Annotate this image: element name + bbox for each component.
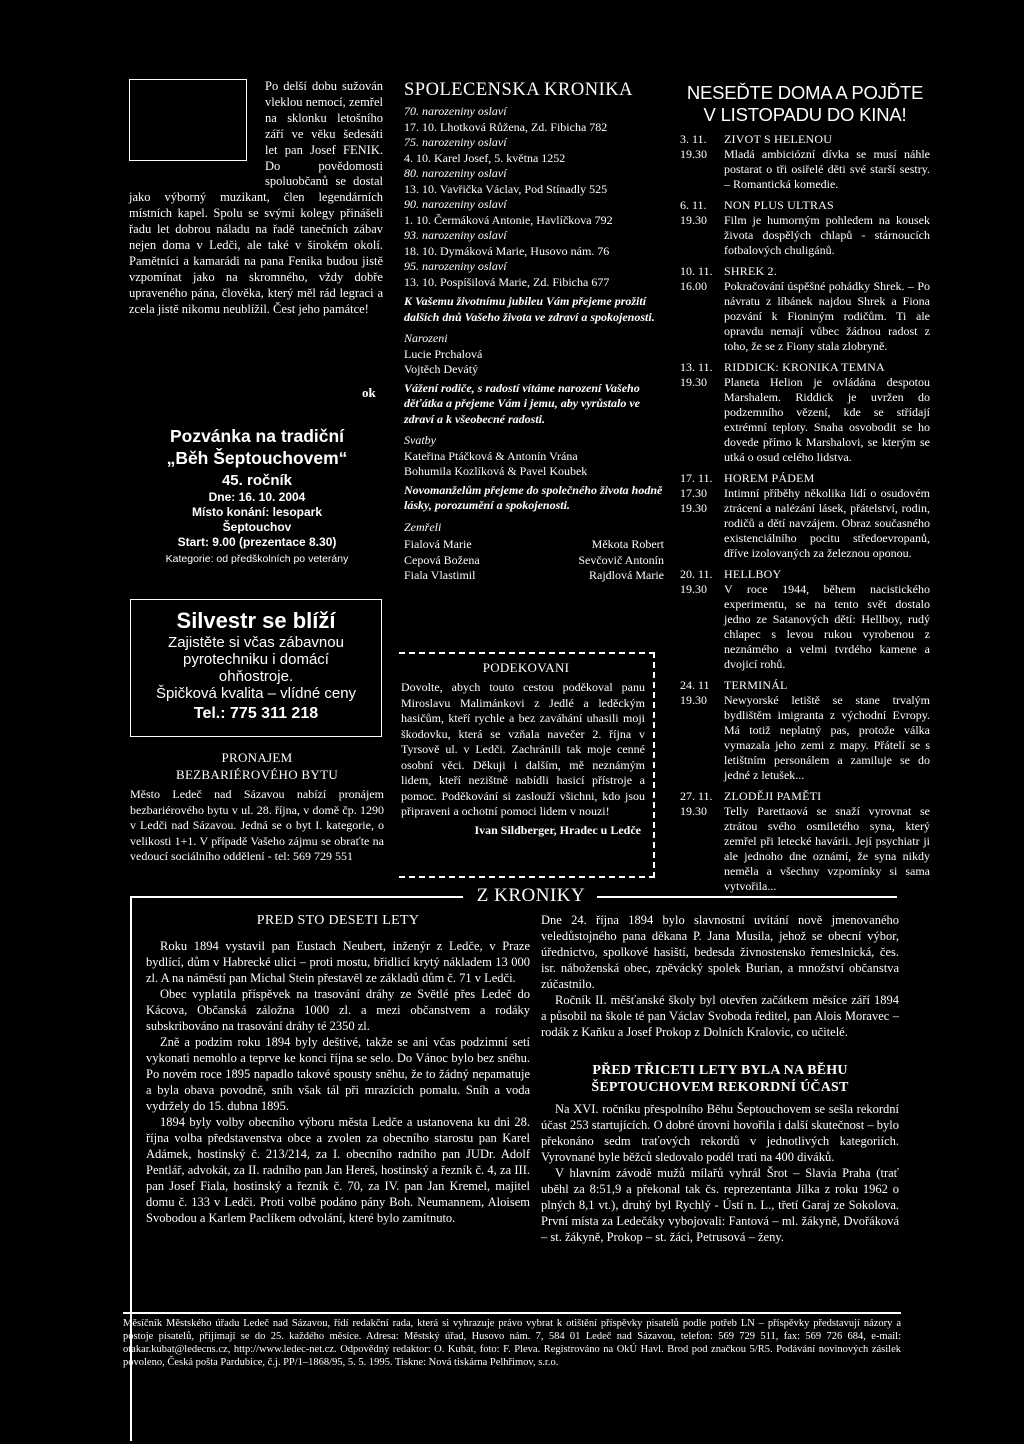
film-info xyxy=(724,789,930,894)
rental-text: Město Ledeč nad Sázavou nabízí pronájem bezbariérového bytu v ul. 28. října, v domě čp. 1290 v Ledči nad Sázavou. Jedná se o byt I. kategorie, o velikosti 1+1. V případě Vašeho zájmu se obraťte na vedoucí sociálního oddělení - tel: 569 729 551 xyxy=(130,787,384,863)
paragraph: Dne 24. října 1894 bylo slavnostní uvítání nově jmenovaného veledůstojného pana děkana P. Jana Musila, jehož se obecní výbor, úřednictvo, spolkové hasiští, bedesda živnostensko řemeslnická, čes. isr. náboženská obec, zpěvácký spolek Burian, a množství občanstva zúčastnilo. xyxy=(541,913,899,991)
run-date: Dne: 16. 10. 2004 xyxy=(208,490,306,504)
paragraph: Ročník II. měšťanské školy byl otevřen začátkem měsíce září 1894 a působil na škole té pan Václav Svoboda ředitel, pan Alois Moravec – rodák z Kaňku a Josef Prokop z Dolních Kralovic, co učitelé. xyxy=(541,993,899,1039)
birthday-entry: 13. 10. Vavřička Václav, Pod Stínadly 525 xyxy=(404,181,608,196)
film-time: 19.30 xyxy=(680,501,707,515)
run-place-1: Místo konání: lesopark xyxy=(191,505,323,519)
film-date: 27. 11. xyxy=(680,789,713,803)
section-title: PRED STO DESETI LETY xyxy=(256,913,420,928)
birthday-heading: 75. narozeniny oslaví xyxy=(404,135,507,149)
wedding-entry: Kateřina Ptáčková & Antonín Vrána xyxy=(404,448,578,463)
wedding-heading: Svatby xyxy=(404,433,436,447)
silvestr-title: Silvestr se blíží xyxy=(176,608,336,633)
run-invitation xyxy=(130,425,384,566)
run-category: Kategorie: od předškolních po veterány xyxy=(165,553,349,565)
died-name: Sevčovič Antonín xyxy=(578,552,664,567)
died-name: Rajdlová Marie xyxy=(589,568,664,582)
film-time: 19.30 xyxy=(680,582,707,596)
died-row xyxy=(404,553,664,569)
film-time: 19.30 xyxy=(680,693,707,707)
film-description: V roce 1944, během nacistického experimentu, se na tento svět dostalo jedno ze Satanových dětí: Hellboy, rudý chlapec s levou rukou vyrobenou z neznámého a velmi tvrdého kamene a dvojicí rohů. xyxy=(724,582,930,671)
rental-title-2: BEZBARIÉROVÉHO BYTU xyxy=(175,767,339,782)
jubilee-wish: K Vašemu životnímu jubileu Vám přejeme prožití dalších dnů Vašeho života ve zdraví a spokojenosti. xyxy=(404,294,655,324)
film-date: 17. 11. xyxy=(680,471,713,485)
run-title-1: Pozvánka na tradiční xyxy=(169,426,345,446)
film-date-column xyxy=(680,132,724,192)
silvestr-line-2: pyrotechniku i domácí xyxy=(183,651,329,668)
birthday-heading: 80. narozeniny oslaví xyxy=(404,166,507,180)
film-info xyxy=(724,132,930,192)
hundred-ten-years-ago xyxy=(146,912,530,1226)
film-description: Mladá ambiciózní dívka se musí náhle postarat o tři osiřelé děti své starší sestry. – Romantická komedie. xyxy=(724,147,930,191)
film-date: 6. 11. xyxy=(680,198,707,212)
film-description: Pokračování úspěšné pohádky Shrek. – Po návratu z líbánek najdou Shrek a Fiona pozvání k Fioniným rodičům. Ti ale opravdu nemají vůbec žádnou radost z toho, že se z Fiony stala zlobryně. xyxy=(724,279,930,353)
film-time: 17.30 xyxy=(680,486,707,500)
film-date: 10. 11. xyxy=(680,264,713,278)
died-name: Měkota Robert xyxy=(591,537,664,551)
section-title-2: ŠEPTOUCHOVEM REKORDNÍ ÚČAST xyxy=(591,1080,849,1095)
film-time: 19.30 xyxy=(680,213,707,227)
film-info xyxy=(724,567,930,672)
film-description: Newyorské letiště se stane trvalým bydlištěm imigranta z východní Evropy. Má totiž neplatný pas, protože válka vymazala jeho zemi z mapy. Přátelí se s letištním personálem a zamiluje se do jedné z letušek... xyxy=(724,693,930,782)
z-kroniky-title: Z KRONIKY xyxy=(476,885,586,906)
film-date: 13. 11. xyxy=(680,360,713,374)
paragraph: 1894 byly volby obecního výboru města Ledče a ustanovena ku dni 28. října volba představenstva obce a zvolen za obecního starostu pan Karel Adámek, hostinský č. 213/214, za I. obecního radního pan JUDr. Adolf Pentlář, advokát, za II. radního pan Jan Hereš, hostinský a řezník č. 4, za III. pan Josef Fiala, hostinský a řezník č. 70, za IV. pan Jan Kremel, majitel domu č. 133 v Ledči. Proti volbě podáno pány Boh. Neumannem, Aloisem Svobodou a Karlem Paclíkem odvolání, které bylo zamítnuto. xyxy=(146,1115,530,1225)
film-date: 24. 11 xyxy=(680,678,710,692)
film-title: SHREK 2. xyxy=(724,264,777,278)
obituary xyxy=(129,79,383,318)
birthday-entry: 18. 10. Dymáková Marie, Husovo nám. 76 xyxy=(404,243,610,258)
rental-title-1: PRONAJEM xyxy=(221,750,293,765)
silvestr-line-4: Špičková kvalita – vlídné ceny xyxy=(155,685,357,702)
film-entry xyxy=(680,264,930,354)
film-title: ZLODĚJI PAMĚTI xyxy=(724,789,822,803)
born-heading: Narozeni xyxy=(404,331,448,345)
film-title: TERMINÁL xyxy=(724,678,788,692)
film-date-column xyxy=(680,264,724,354)
film-info xyxy=(724,264,930,354)
film-entry xyxy=(680,360,930,465)
thirty-years-ago xyxy=(541,1062,899,1245)
divider xyxy=(597,896,897,898)
birthday-entry: 17. 10. Lhotková Růžena, Zd. Fibicha 782 xyxy=(404,119,608,134)
film-title: RIDDICK: KRONIKA TEMNA xyxy=(724,360,885,374)
birthday-heading: 70. narozeniny oslaví xyxy=(404,104,507,118)
cinema-program xyxy=(680,82,930,894)
birthday-heading: 95. narozeniny oslaví xyxy=(404,259,507,273)
section-title-1: PŘED TŘICETI LETY BYLA NA BĚHU xyxy=(592,1063,848,1078)
obituary-signature: ok xyxy=(362,385,376,400)
paragraph: Obec vyplatila příspěvek na trasování dráhy ze Světlé přes Ledeč do Kácova, Občanská záložna 1000 zl. a mezi občanstvem a rodáky subskribováno na trasování dráhy té 2350 zl. xyxy=(146,987,530,1033)
film-time: 19.30 xyxy=(680,804,707,818)
footer-divider xyxy=(123,1312,901,1314)
film-title: ZIVOT S HELENOU xyxy=(724,132,833,146)
film-entry xyxy=(680,471,930,561)
film-description: Planeta Helion je ovládána despotou Marshalem. Riddick je uvržen do podzemního vězení, kde se střídají extrémní teploty. Snaha osvobodit se ho dovede přímo k Marshalovi, se kterým se utká o osud celého lidstva. xyxy=(724,375,930,464)
born-entry: Lucie Prchalová xyxy=(404,346,483,361)
film-time: 19.30 xyxy=(680,375,707,389)
social-chronicle xyxy=(404,79,664,584)
died-heading: Zemřeli xyxy=(404,519,442,534)
paragraph: V hlavním závodě mužů mílařů vyhrál Šrot – Slavia Praha (trať uběhl za 8:51,9 a překonal tak čs. reprezentanta Jílka z roku 1962 o plných 8,1 vt.), druhý byl Rychlý - Ústí n. L., třetí Garaj ze Sokolova. První místa za Ledečáky vybojovali: Fantová – ml. žákyně, Dvořáková – st. žákyně, Prokop – st. žáci, Petrusová – ženy. xyxy=(541,1166,899,1244)
film-info xyxy=(724,678,930,783)
film-date-column xyxy=(680,678,724,783)
film-entry xyxy=(680,678,930,783)
died-row xyxy=(404,568,664,584)
film-date-column xyxy=(680,789,724,894)
thanks-signature: Ivan Sildberger, Hradec u Ledče xyxy=(474,822,641,837)
film-title: NON PLUS ULTRAS xyxy=(724,198,834,212)
film-description: Intimní příběhy několika lidí o osudovém ztrácení a nalézání lásek, přátelství, rodin, rodičů a dětí navzájem. Obraz současného existenciálního pocitu středoevropanů, dříve izolovaných za železnou oponou. xyxy=(724,486,930,560)
birthday-heading: 90. narozeniny oslaví xyxy=(404,197,507,211)
paragraph: Na XVI. ročníku přespolního Běhu Šeptouchovem se sešla rekordní účast 253 startujících. O dobré úrovni hovořila i další skutečnost – bylo překonáno sedm traťových rekordů v jednotlivých kategoriích. Vyrovnané byle běžců sledovalo podél trati na 400 diváků. xyxy=(541,1102,899,1164)
cinema-headline-2: V LISTOPADU DO KINA! xyxy=(703,104,907,125)
rental-notice xyxy=(130,749,384,865)
film-date-column xyxy=(680,360,724,465)
obituary-text: Po delší dobu sužován vleklou nemocí, zemřel na sklonku letošního září ve věku šedesáti let pan Josef FENIK. Do povědomosti spoluobčanů se dostal jako výborný muzikant, člen legendárních místních kapel. Spolu se svými kolegy přinášeli řadu let dobrou náladu na řadě tanečních zábav nejen doma v Ledči, ale také v širokém okolí. Pamětníci a kamarádi na pana Fenika budou jistě vzpomínat jako na skromného, vždy dobře upraveného pána, člověka, který měl rád legraci a zcela jistě nikomu neublížil. Čest jeho památce! xyxy=(129,79,383,316)
paragraph: Zně a podzim roku 1894 byly deštivé, takže se ani včas podzimní setí vykonati nemohlo a teprve ke konci října se selo. Do Vánoc bylo bez sněhu. Po novém roce 1895 napadlo takové spousty sněhu, že to žádný nepamatuje a byla obava povodně, sníh však tál při mrazících pomalu. Sníh a voda vydržely do 15. dubna 1895. xyxy=(146,1035,530,1113)
film-entry xyxy=(680,789,930,894)
wedding-wish: Novomanželům přejeme do společného života hodně lásky, porozumění a spokojenosti. xyxy=(404,482,663,512)
thanks-text: Dovolte, abych touto cestou poděkoval panu Miroslavu Malimánkovi z Jedlé a leděckým hasičům, kteří rychle a bez zaváhání uhasili moji škodovku, která se vzňala navečer 2. října v Tyrsově ul. v Ledči. Zachránili tak moje cenné osobní věci. Děkuji i dalším, mě neznámým lidem, kteří nezištně nabídli hasicí přístroje a pomoc. Poděkování si zaslouží všichni, kdo jsou připraveni a ochotní pomoci lidem v nouzi! xyxy=(401,680,645,818)
film-time: 19.30 xyxy=(680,147,707,161)
silvestr-ad xyxy=(130,599,382,737)
silvestr-line-1: Zajistěte si včas zábavnou xyxy=(168,634,344,651)
film-date: 3. 11. xyxy=(680,132,707,146)
died-row xyxy=(404,537,664,553)
died-name: Fialová Marie xyxy=(404,537,472,551)
birthday-entry: 1. 10. Čermáková Antonie, Havlíčkova 792 xyxy=(404,212,613,227)
film-date-column xyxy=(680,471,724,561)
film-info xyxy=(724,471,930,561)
died-name: Cepová Božena xyxy=(404,552,480,567)
cinema-headline-1: NESEĎTE DOMA A POJĎTE xyxy=(686,82,924,103)
film-info xyxy=(724,360,930,465)
thanks-box xyxy=(399,652,655,878)
film-info xyxy=(724,198,930,258)
film-time: 16.00 xyxy=(680,279,707,293)
born-entry: Vojtěch Devátý xyxy=(404,362,479,376)
birthday-entry: 13. 10. Pospíšilová Marie, Zd. Fibicha 677 xyxy=(404,274,610,289)
chronicle-continued xyxy=(541,912,899,1040)
chronicle-title: SPOLECENSKA KRONIKA xyxy=(404,80,633,100)
run-title-2: „Běh Šeptouchovem“ xyxy=(166,448,348,468)
film-date-column xyxy=(680,198,724,258)
film-description: Telly Parettaová se snaží vyrovnat se ztrátou svého osmiletého syna, který zemřel při letecké havárii. Její psychiatr ji ale jednoho dne oznámí, že syna nikdy neměla a všechny vzpomínky si sama vytvořila... xyxy=(724,804,930,893)
film-entry xyxy=(680,567,930,672)
film-date-column xyxy=(680,567,724,672)
run-start: Start: 9.00 (prezentace 8.30) xyxy=(177,535,337,549)
silvestr-line-3: ohňostroje. xyxy=(218,668,294,685)
thanks-title: PODEKOVANI xyxy=(482,660,570,675)
silvestr-phone: Tel.: 775 311 218 xyxy=(193,705,319,722)
film-title: HOREM PÁDEM xyxy=(724,471,815,485)
film-title: HELLBOY xyxy=(724,567,782,581)
run-place-2: Šeptouchov xyxy=(222,520,292,534)
film-description: Film je humorným pohledem na kousek života dospělých chlapů - stárnoucích fotbalových chuligánů. xyxy=(724,213,930,257)
born-wish: Vážení rodiče, s radostí vítáme narození Vašeho děťátka a přejeme Vám i jemu, aby vyrůstalo ve zdraví a k všeobecné radosti. xyxy=(404,380,641,426)
paragraph: Roku 1894 vystavil pan Eustach Neubert, inženýr z Ledče, v Praze bydlící, dům v Habrecké ulici – proti mostu, břidlicí krytý nákladem 13 000 zl. A na náměstí pan Michal Stein přestavěl ze základů dům č. 71 v Ledči. xyxy=(146,939,530,985)
birthday-entry: 4. 10. Karel Josef, 5. května 1252 xyxy=(404,150,566,165)
birthday-heading: 93. narozeniny oslaví xyxy=(404,228,507,242)
wedding-entry: Bohumila Kozlíková & Pavel Koubek xyxy=(404,464,588,478)
film-entry xyxy=(680,198,930,258)
footer-imprint: Měsíčník Městského úřadu Ledeč nad Sázavou, řídí redakční rada, která si vyhrazuje právo vybrat k otištění příspěvky pisatelů podle potřeb LN – příspěvky představují názory a postoje pisatelů, přijímají se do 25. každého měsíce. Adresa: Městský úřad, Husovo nám. 7, 584 01 Ledeč nad Sázavou, telefon: 569 729 511, fax: 569 726 684, e-mail: otakar.kubat@ledecns.cz, http://www.ledec-net.cz. Odpovědný redaktor: O. Kubát, foto: F. Pleva. Registrováno na OkÚ Havl. Brod pod značkou 5/R5. Podávání novinových zásilek povoleno, Česká pošta Pardubice, č.j. PP/1–1868/95, 5. 5. 1995. Tiskne: Nová tiskárna Pelhřimov, s.r.o. xyxy=(123,1318,901,1368)
died-name: Fiala Vlastimil xyxy=(404,568,476,582)
film-date: 20. 11. xyxy=(680,567,713,581)
film-entry xyxy=(680,132,930,192)
run-year: 45. ročník xyxy=(221,472,293,489)
